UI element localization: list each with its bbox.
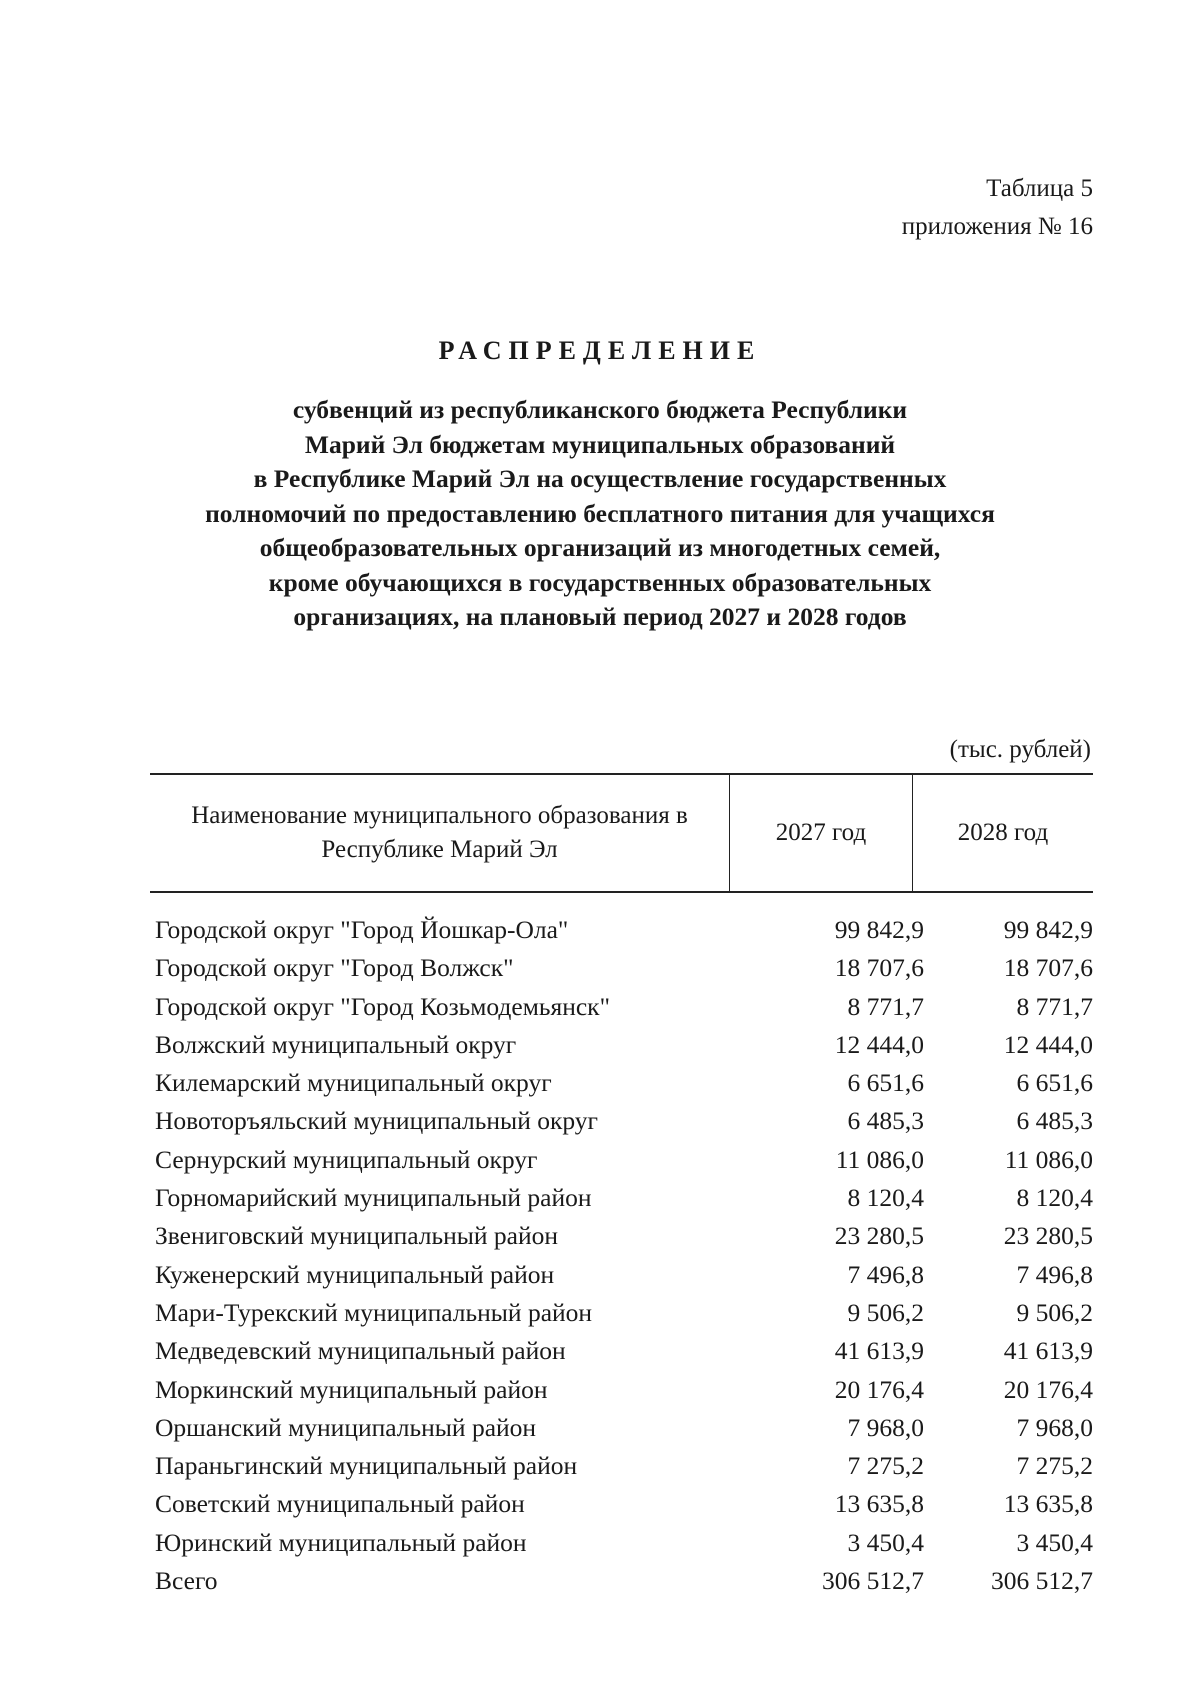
row-name-cell: Оршанский муниципальный район xyxy=(155,1412,537,1442)
row-value-2027: 7 496,8 xyxy=(847,1259,924,1289)
row-value-2027: 7 275,2 xyxy=(847,1451,924,1481)
row-name-cell: Горномарийский муниципальный район xyxy=(155,1183,592,1213)
row-value-2028: 7 496,8 xyxy=(1016,1259,1093,1289)
table-row xyxy=(152,1102,1092,1140)
row-value-2028: 12 444,0 xyxy=(1003,1029,1093,1059)
row-value-2027: 23 280,5 xyxy=(834,1221,924,1251)
row-value-2028: 41 613,9 xyxy=(1003,1336,1093,1366)
units-label: (тыс. рублей) xyxy=(949,736,1091,763)
table-row xyxy=(152,1409,1092,1447)
row-name-cell: Сернурский муниципальный округ xyxy=(155,1144,538,1174)
row-value-2028: 23 280,5 xyxy=(1003,1221,1093,1251)
table-reference xyxy=(902,170,1093,246)
subtitle-line: общеобразовательных организаций из многодетных семей, xyxy=(259,533,941,562)
row-name-cell: Мари-Турекский муниципальный район xyxy=(155,1297,593,1327)
row-value-2028: 13 635,8 xyxy=(1003,1489,1093,1519)
document-subtitle xyxy=(150,393,1050,635)
row-value-2028: 8 771,7 xyxy=(1016,991,1093,1021)
table-row xyxy=(152,1294,1092,1332)
row-value-2027: 99 842,9 xyxy=(834,915,924,944)
table-row xyxy=(152,1064,1092,1102)
table-row xyxy=(152,988,1092,1026)
row-value-2028: 306 512,7 xyxy=(991,1566,1093,1596)
table-row xyxy=(152,1524,1092,1562)
row-value-2027: 18 707,6 xyxy=(834,953,924,983)
table-row xyxy=(152,1141,1092,1179)
row-name-cell: Городской округ "Город Козьмодемьянск" xyxy=(155,991,610,1021)
row-name-cell: Звениговский муниципальный район xyxy=(155,1221,559,1251)
row-value-2027: 6 651,6 xyxy=(847,1068,924,1098)
row-value-2027: 3 450,4 xyxy=(847,1527,924,1557)
row-value-2028: 7 275,2 xyxy=(1016,1451,1093,1481)
row-name-cell: Куженерский муниципальный район xyxy=(155,1259,555,1289)
table-row xyxy=(152,1332,1092,1370)
row-value-2028: 6 485,3 xyxy=(1016,1106,1093,1136)
table-body xyxy=(152,911,1092,1600)
table-row xyxy=(152,1026,1092,1064)
table-row xyxy=(152,1179,1092,1217)
subtitle-line: субвенций из республиканского бюджета Республики xyxy=(292,395,908,424)
row-value-2027: 41 613,9 xyxy=(834,1336,924,1366)
row-name-cell: Советский муниципальный район xyxy=(155,1489,525,1519)
table-row xyxy=(152,1371,1092,1409)
row-name-cell: Медведевский муниципальный район xyxy=(155,1336,566,1366)
row-value-2027: 13 635,8 xyxy=(834,1489,924,1519)
row-value-2028: 8 120,4 xyxy=(1016,1183,1093,1213)
table-row xyxy=(152,1256,1092,1294)
row-value-2027: 12 444,0 xyxy=(834,1029,924,1059)
row-value-2028: 7 968,0 xyxy=(1016,1412,1093,1442)
appendix-number: приложения № 16 xyxy=(901,213,1093,240)
row-value-2028: 11 086,0 xyxy=(1004,1144,1093,1174)
row-name-cell: Городской округ "Город Волжск" xyxy=(155,953,514,983)
row-name-cell: Новоторъяльский муниципальный округ xyxy=(155,1106,598,1136)
row-value-2027: 6 485,3 xyxy=(847,1106,924,1136)
row-value-2027: 8 120,4 xyxy=(847,1183,924,1213)
row-value-2027: 20 176,4 xyxy=(834,1374,924,1404)
row-value-2027: 8 771,7 xyxy=(847,991,924,1021)
subtitle-line: организациях, на плановый период 2027 и 2028 годов xyxy=(293,602,907,631)
table-row xyxy=(152,949,1092,987)
row-value-2028: 99 842,9 xyxy=(1003,915,1093,944)
subtitle-line: в Республике Марий Эл на осуществление государственных xyxy=(253,464,947,493)
table-row xyxy=(152,1447,1092,1485)
row-name-cell: Параньгинский муниципальный район xyxy=(155,1451,578,1481)
row-name-cell: Моркинский муниципальный район xyxy=(155,1374,548,1404)
table-row xyxy=(152,911,1092,949)
table-number: Таблица 5 xyxy=(986,175,1093,202)
table-total-row xyxy=(152,1562,1092,1600)
row-value-2028: 9 506,2 xyxy=(1016,1297,1093,1327)
row-name-cell: Всего xyxy=(155,1566,218,1596)
column-header-2028: 2028 год xyxy=(957,818,1049,846)
row-name-cell: Килемарский муниципальный округ xyxy=(155,1068,552,1098)
row-value-2027: 7 968,0 xyxy=(847,1412,924,1442)
row-value-2028: 18 707,6 xyxy=(1003,953,1093,983)
subtitle-line: Марий Эл бюджетам муниципальных образований xyxy=(304,429,896,459)
row-name-cell: Юринский муниципальный район xyxy=(155,1527,527,1557)
row-name-cell: Волжский муниципальный округ xyxy=(155,1029,517,1059)
subtitle-line: кроме обучающихся в государственных образовательных xyxy=(268,567,932,597)
row-value-2027: 11 086,0 xyxy=(835,1144,924,1174)
table-row xyxy=(152,1217,1092,1255)
subtitle-line: полномочий по предоставлению бесплатного питания для учащихся xyxy=(205,498,995,528)
row-value-2028: 20 176,4 xyxy=(1003,1374,1093,1404)
row-value-2027: 306 512,7 xyxy=(822,1566,924,1596)
row-value-2028: 6 651,6 xyxy=(1016,1068,1093,1098)
row-value-2028: 3 450,4 xyxy=(1016,1527,1093,1557)
column-header-2027: 2027 год xyxy=(775,818,867,846)
header-bottom-rule xyxy=(150,891,1093,893)
row-name-cell: Городской округ "Город Йошкар-Ола" xyxy=(155,915,569,944)
table-row xyxy=(152,1485,1092,1523)
document-heading: РАСПРЕДЕЛЕНИЕ xyxy=(438,336,762,365)
column-header-name: Наименование муниципального образования в Республике Марий Эл xyxy=(191,801,688,863)
row-value-2027: 9 506,2 xyxy=(847,1297,924,1327)
